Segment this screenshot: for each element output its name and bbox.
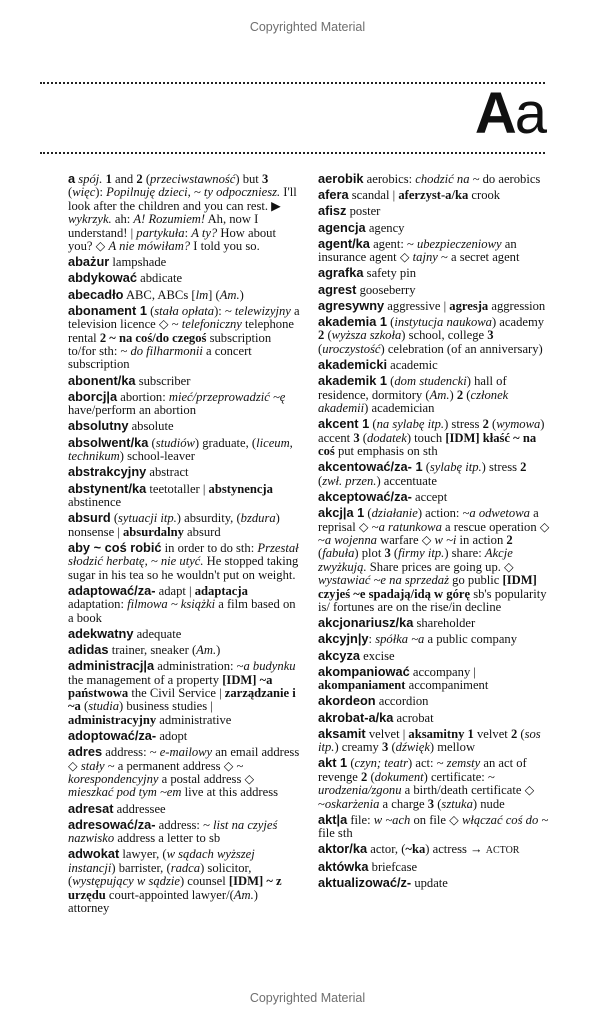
- dictionary-column-left: [68, 172, 301, 917]
- dictionary-entry: [318, 358, 550, 372]
- dictionary-entry: [68, 745, 301, 800]
- dictionary-entry: [68, 482, 301, 510]
- entry-headword: akademia 1: [318, 314, 388, 330]
- entry-definition: abortion: mieć/przeprowadzić ~ę have/perform an abortion: [68, 389, 286, 418]
- dictionary-entry: [318, 506, 550, 614]
- entry-headword: abażur: [68, 254, 110, 270]
- entry-definition: (działanie) action: ~a odwetowa a reprisal ◇ ~a ratunkowa a rescue operation ◇ ~a wojenna warfare ◇ w ~i in action 2 (fabuła) plot 3 (firmy itp.) share: Akcje zwyżkują. Share prices are going up. ◇ wystawiać ~e na sprzedaż go public [IDM] czyjeś ~e spadają/idą w górę sb's popularity is/ fortunes are on the rise/in decline: [318, 506, 550, 614]
- entry-definition: agent: ~ ubezpieczeniowy an insurance agent ◇ tajny ~ a secret agent: [318, 236, 520, 265]
- entry-definition: address: ~ list na czyjeś nazwisko address a letter to sb: [68, 817, 278, 846]
- dictionary-entry: [68, 255, 301, 269]
- entry-headword: adoptować/za-: [68, 727, 157, 743]
- entry-definition: (na sylabę itp.) stress 2 (wymowa) accent 3 (dodatek) touch [IDM] kłaść ~ na coś put emphasis on sth: [318, 417, 545, 459]
- entry-definition: ABC, ABCs [lm] (Am.): [123, 287, 244, 302]
- dictionary-column-right: [318, 172, 550, 892]
- dictionary-entry: [318, 374, 550, 415]
- dictionary-entry: [68, 304, 301, 372]
- entry-definition: spój. 1 and 2 (przeciwstawność) but 3 (więc): Popilnuję dzieci, ~ ty odpoczniesz. I'll look after the children and you can rest. ▶ wykrzyk. ah: A! Rozumiem! Ah, now I understand! | partykuła: A ty? How about you? ◇ A nie mówiłam? I told you so.: [68, 172, 297, 254]
- entry-definition: address: ~ e-mailowy an email address ◇ stały ~ a permanent address ◇ ~ korespondencyjny a postal address ◇ mieszkać pod tym ~em live at this address: [68, 745, 300, 800]
- entry-definition: briefcase: [368, 859, 418, 874]
- entry-headword: adres: [68, 744, 103, 760]
- entry-headword: abdykować: [68, 270, 137, 286]
- section-letter-heading: [475, 80, 545, 147]
- entry-definition: addressee: [113, 801, 166, 816]
- dictionary-entry: [68, 288, 301, 302]
- dictionary-entry: [68, 390, 301, 418]
- entry-headword: akompaniować: [318, 663, 410, 679]
- copyright-watermark-bottom: Copyrighted Material: [249, 991, 366, 1005]
- entry-definition: excise: [359, 648, 395, 663]
- dictionary-entry: [68, 172, 301, 253]
- entry-definition: (instytucja naukowa) academy 2 (wyższa szkoła) school, college 3 (uroczystość) celebration (of an anniversary): [318, 315, 545, 356]
- entry-definition: safety pin: [363, 266, 416, 281]
- dictionary-entry: [68, 436, 301, 464]
- dictionary-entry: [318, 299, 550, 313]
- dictionary-entry: [318, 490, 550, 504]
- section-letter-upper: A: [474, 81, 515, 146]
- entry-headword: adresować/za-: [68, 816, 156, 832]
- entry-headword: adidas: [68, 641, 109, 657]
- dictionary-entry: [318, 876, 550, 890]
- entry-headword: akcyza: [318, 647, 360, 663]
- entry-definition: accordion: [375, 694, 429, 709]
- dictionary-entry: [318, 172, 550, 186]
- entry-headword: agrest: [318, 281, 357, 297]
- entry-headword: abonent/ka: [68, 372, 136, 388]
- entry-headword: aby ~ coś robić: [68, 539, 162, 555]
- dictionary-entry: [318, 221, 550, 235]
- entry-headword: afera: [318, 187, 349, 203]
- entry-definition: (studiów) graduate, (liceum, technikum) school-leaver: [68, 435, 293, 464]
- entry-definition: trainer, sneaker (Am.): [108, 642, 221, 657]
- dictionary-entry: [68, 643, 301, 657]
- entry-definition: velvet | aksamitny 1 velvet 2 (sos itp.) creamy 3 (dźwięk) mellow: [318, 726, 541, 755]
- entry-definition: lampshade: [109, 255, 167, 270]
- dictionary-entry: [318, 266, 550, 280]
- entry-headword: akcjonariusz/ka: [318, 615, 414, 631]
- dictionary-entry: [318, 315, 550, 356]
- dictionary-entry: [318, 283, 550, 297]
- entry-headword: agrafka: [318, 265, 364, 281]
- dictionary-entry: [318, 711, 550, 725]
- entry-headword: akrobat-a/ka: [318, 709, 394, 725]
- entry-headword: aktualizować/z-: [318, 874, 412, 890]
- entry-headword: akcyjn|y: [318, 631, 369, 647]
- entry-headword: agresywny: [318, 297, 385, 313]
- dictionary-entry: [68, 729, 301, 743]
- dictionary-entry: [318, 204, 550, 218]
- dictionary-entry: [68, 584, 301, 625]
- dictionary-entry: [68, 419, 301, 433]
- dictionary-entry: [68, 802, 301, 816]
- dictionary-entry: [318, 665, 550, 693]
- entry-headword: agent/ka: [318, 235, 370, 251]
- dotted-rule-top: [40, 82, 545, 84]
- entry-definition: aerobics: chodzić na ~ do aerobics: [363, 172, 541, 186]
- entry-definition: shareholder: [413, 616, 476, 631]
- entry-headword: abonament 1: [68, 302, 147, 318]
- entry-headword: abecadło: [68, 286, 124, 302]
- entry-headword: akcj|a 1: [318, 505, 365, 521]
- entry-headword: aktówka: [318, 858, 369, 874]
- entry-headword: abstrakcyjny: [68, 464, 147, 480]
- entry-headword: adresat: [68, 800, 114, 816]
- entry-definition: administration: ~a budynku the management of a property [IDM] ~a państwowa the Civil Service | zarządzanie i ~a (studia) business studies | administracyjny administrative: [68, 659, 296, 727]
- entry-definition: adopt: [156, 728, 188, 743]
- entry-definition: (czyn; teatr) act: ~ zemsty an act of revenge 2 (dokument) certificate: ~ urodzenia/zgonu a birth/death certificate ◇ ~oskarżenia a charge 3 (sztuka) nude: [318, 756, 535, 811]
- entry-definition: agency: [365, 220, 405, 235]
- entry-definition: abstract: [146, 465, 189, 480]
- dictionary-entry: [68, 847, 301, 915]
- dictionary-entry: [318, 842, 550, 857]
- dictionary-entry: [68, 374, 301, 388]
- entry-definition: subscriber: [135, 373, 191, 388]
- entry-headword: akceptować/za-: [318, 488, 412, 504]
- entry-definition: actor, (~ka) actress → ACTOR: [367, 842, 520, 857]
- dictionary-entry: [318, 460, 550, 488]
- dictionary-entry: [318, 632, 550, 646]
- entry-definition: (dom studencki) hall of residence, dormitory (Am.) 2 (członek akademii) academician: [318, 374, 509, 416]
- entry-headword: aktor/ka: [318, 841, 368, 857]
- dictionary-entry: [68, 627, 301, 641]
- entry-definition: absolute: [128, 419, 174, 434]
- entry-headword: aborcj|a: [68, 388, 118, 404]
- dotted-rule-bottom: [40, 152, 545, 154]
- entry-definition: abdicate: [137, 271, 183, 286]
- entry-headword: adekwatny: [68, 625, 134, 641]
- entry-headword: akademicki: [318, 357, 388, 373]
- entry-definition: lawyer, (w sądach wyższej instancji) barrister, (radca) solicitor, (występujący w sądzie) counsel [IDM] ~ z urzędu court-appointed lawyer/(Am.) attorney: [68, 847, 282, 916]
- entry-headword: akt|a: [318, 811, 348, 827]
- dictionary-entry: [68, 818, 301, 846]
- entry-headword: absurd: [68, 510, 111, 526]
- entry-definition: accept: [411, 489, 448, 504]
- entry-definition: adapt | adaptacja adaptation: filmowa ~ książki a film based on a book: [68, 583, 296, 625]
- entry-headword: akcentować/za- 1: [318, 459, 423, 475]
- dictionary-entry: [318, 860, 550, 874]
- dictionary-entry: [318, 237, 550, 265]
- entry-headword: administracj|a: [68, 658, 155, 674]
- dictionary-entry: [68, 271, 301, 285]
- entry-headword: afisz: [318, 203, 347, 219]
- entry-headword: absolwent/ka: [68, 434, 149, 450]
- dictionary-entry: [318, 188, 550, 202]
- entry-definition: gooseberry: [356, 282, 416, 297]
- section-letter-lower: a: [514, 81, 545, 146]
- entry-headword: adaptować/za-: [68, 582, 156, 598]
- dictionary-entry: [68, 511, 301, 539]
- entry-definition: (stała opłata): ~ telewizyjny a television licence ◇ ~ telefoniczny telephone rental 2 ~ na coś/do czegoś subscription to/for sth: ~ do filharmonii a concert subscription: [68, 303, 300, 372]
- entry-definition: (sylabę itp.) stress 2 (zwł. przen.) accentuate: [318, 460, 527, 488]
- dictionary-entry: [318, 417, 550, 458]
- entry-definition: update: [411, 875, 448, 890]
- entry-headword: aksamit: [318, 725, 366, 741]
- entry-definition: teetotaller | abstynencja abstinence: [68, 481, 273, 509]
- entry-definition: scandal | aferzyst-a/ka crook: [348, 188, 501, 203]
- entry-headword: agencja: [318, 219, 366, 235]
- entry-definition: file: w ~ach on file ◇ włączać coś do ~ file sth: [318, 812, 549, 841]
- entry-headword: adwokat: [68, 846, 120, 862]
- entry-definition: in order to do sth: Przestał słodzić herbatę, ~ nie utyć. He stopped taking sugar in his tea so he wouldn't put on weight.: [68, 540, 299, 582]
- entry-headword: aerobik: [318, 171, 364, 186]
- entry-headword: akademik 1: [318, 373, 388, 389]
- dictionary-entry: [318, 649, 550, 663]
- entry-headword: akordeon: [318, 693, 376, 709]
- dictionary-entry: [68, 659, 301, 727]
- entry-definition: poster: [346, 204, 381, 219]
- entry-headword: akcent 1: [318, 416, 370, 432]
- entry-headword: a: [68, 171, 76, 186]
- dictionary-entry: [68, 541, 301, 582]
- entry-definition: adequate: [133, 626, 182, 641]
- entry-definition: aggressive | agresja aggression: [384, 298, 546, 313]
- entry-definition: academic: [387, 358, 438, 373]
- entry-definition: : spółka ~a a public company: [368, 632, 518, 647]
- copyright-watermark-top: Copyrighted Material: [249, 20, 366, 34]
- entry-definition: acrobat: [393, 710, 434, 725]
- entry-headword: absolutny: [68, 418, 129, 434]
- dictionary-entry: [318, 756, 550, 811]
- entry-headword: abstynent/ka: [68, 480, 147, 496]
- entry-definition: accompany | akompaniament accompaniment: [318, 664, 489, 693]
- dictionary-entry: [318, 694, 550, 708]
- dictionary-entry: [318, 616, 550, 630]
- entry-headword: akt 1: [318, 755, 348, 771]
- entry-definition: (sytuacji itp.) absurdity, (bzdura) nonsense | absurdalny absurd: [68, 511, 280, 539]
- dictionary-entry: [68, 465, 301, 479]
- dictionary-entry: [318, 813, 550, 841]
- dictionary-entry: [318, 727, 550, 755]
